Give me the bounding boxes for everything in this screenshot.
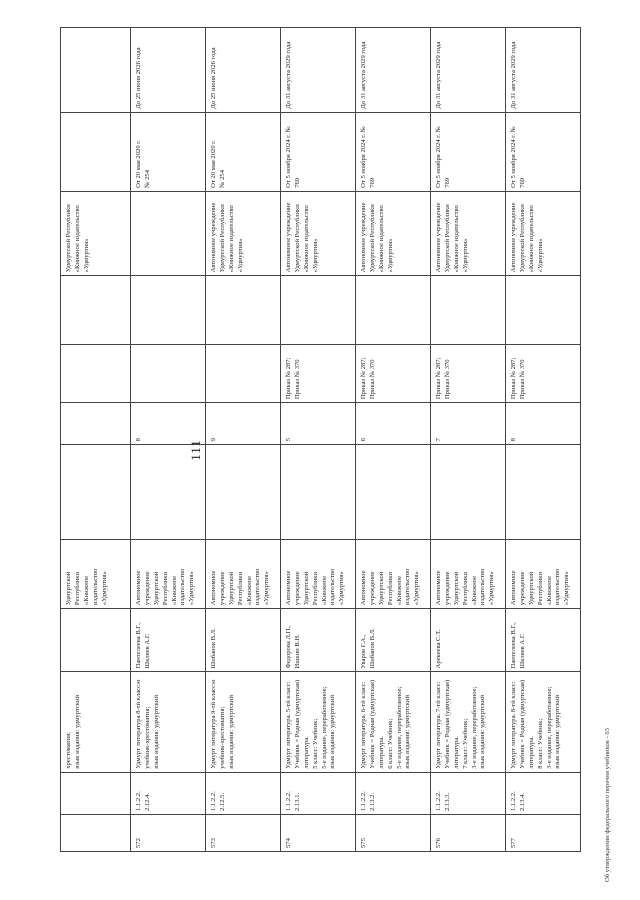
- cell-publisher-org: [206, 540, 281, 609]
- cell-empty-col: [356, 445, 431, 540]
- approval-order-text: От 5 ноября 2024 г. № 769: [510, 126, 526, 188]
- cell-row-number: [356, 815, 431, 852]
- row-number-text: 573: [210, 838, 217, 848]
- cell-row-code: [356, 772, 431, 814]
- cell-authors: [506, 609, 581, 672]
- cell-grade: [506, 403, 581, 445]
- approval-order-text: От 5 ноября 2024 г. № 769: [360, 126, 376, 188]
- row-code-text: 1.1.2.2. 2.13.1.: [285, 791, 301, 812]
- cell-approval-order: [61, 112, 131, 191]
- cell-publisher-org-2: [506, 191, 581, 276]
- cell-book-title: [131, 672, 206, 772]
- authors-text: Пантелеева В.Г., Шкляев А.Г.: [510, 622, 526, 669]
- publisher-org-text: Автономное учреждение Удмуртской Республики «Книжное издательство «Удмуртия»: [510, 568, 571, 606]
- cell-book-title: [356, 672, 431, 772]
- cell-grade: [431, 403, 506, 445]
- cell-empty-col-2: [356, 276, 431, 345]
- publisher-org-2-text: Автономное учреждение Удмуртской Республики «Книжное издательство «Удмуртия»: [360, 202, 394, 273]
- cell-validity-term: [206, 28, 281, 113]
- approval-order-text: От 20 мая 2020 г. № 254: [210, 140, 226, 188]
- cell-empty-col: [506, 445, 581, 540]
- page-number: 111: [188, 439, 203, 461]
- cell-book-title: [206, 672, 281, 772]
- approval-order-text: От 5 ноября 2024 г. № 769: [435, 126, 451, 188]
- cell-row-number: [131, 815, 206, 852]
- table-row: [131, 28, 206, 852]
- cell-row-code: [506, 772, 581, 814]
- table-row: [206, 28, 281, 852]
- row-code-text: 1.1.2.2. 2.12.5.: [210, 791, 226, 812]
- publisher-org-2-text: Удмуртской Республики «Книжное издательство «Удмуртия»: [65, 204, 90, 273]
- grade-text: 6: [360, 438, 367, 442]
- row-number-text: 575: [360, 838, 367, 848]
- row-number-text: 574: [285, 838, 292, 848]
- authors-text: Федорова Л.П., Ишкин В.Н.: [285, 625, 301, 669]
- cell-publisher-org-2: [61, 191, 131, 276]
- cell-approval-order: [506, 112, 581, 191]
- publisher-org-text: Удмуртской Республики «Книжное издательство «Удмуртия»: [65, 568, 108, 606]
- cell-publisher-org: [61, 540, 131, 609]
- cell-empty-col-2: [431, 276, 506, 345]
- order-ref-text: Приказ № 287; Приказ № 370: [435, 357, 451, 400]
- cell-authors: [206, 609, 281, 672]
- cell-authors: [431, 609, 506, 672]
- cell-approval-order: [431, 112, 506, 191]
- row-code-text: 1.1.2.2. 2.13.4.: [510, 791, 526, 812]
- cell-authors: [281, 609, 356, 672]
- book-title-text: Удмурт литература 8-тй классэз учебник-хрестоматия; язык издания: удмуртский: [135, 679, 160, 769]
- book-title-text: Удмурт литература. 7-тй класс: Учебник = Родная (удмуртская) литература. 7 класс: Учебник; 3-е издание, переработанное; язык издания: удмуртский: [435, 679, 487, 769]
- cell-book-title: [61, 672, 131, 772]
- cell-order-ref: [206, 345, 281, 403]
- cell-validity-term: [431, 28, 506, 113]
- grade-text: 8: [135, 438, 142, 442]
- cell-empty-col-2: [506, 276, 581, 345]
- validity-term-text: До 31 августа 2029 года: [510, 41, 517, 109]
- cell-publisher-org-2: [431, 191, 506, 276]
- book-title-text: Удмурт литература. 8-тй класс: Учебник = Родная (удмуртская) литература. 8 класс: Учебник; 3-е издание, переработанное; язык издания: удмуртский: [510, 679, 562, 769]
- cell-book-title: [506, 672, 581, 772]
- cell-row-code: [61, 772, 131, 814]
- table-row: [431, 28, 506, 852]
- cell-validity-term: [506, 28, 581, 113]
- textbook-list-table: [60, 27, 581, 852]
- cell-approval-order: [131, 112, 206, 191]
- cell-order-ref: [131, 345, 206, 403]
- row-number-text: 576: [435, 838, 442, 848]
- cell-empty-col: [281, 445, 356, 540]
- footer-caption: Об утверждении федерального перечня учебников - 03: [604, 728, 611, 882]
- cell-approval-order: [281, 112, 356, 191]
- cell-order-ref: [506, 345, 581, 403]
- row-code-text: 1.1.2.2. 2.13.3.: [435, 791, 451, 812]
- cell-authors: [356, 609, 431, 672]
- cell-publisher-org-2: [356, 191, 431, 276]
- book-title-text: Удмурт литература. 5-тй класс: Учебник = Родная (удмуртская) литература. 5 класс: Учебник; 5-е издание, переработанное; язык издания: удмуртский: [285, 679, 337, 769]
- cell-validity-term: [356, 28, 431, 113]
- cell-row-code: [131, 772, 206, 814]
- cell-empty-col: [61, 445, 131, 540]
- cell-empty-col-2: [61, 276, 131, 345]
- cell-empty-col: [206, 445, 281, 540]
- validity-term-text: До 31 августа 2029 года: [435, 41, 442, 109]
- publisher-org-2-text: Автономное учреждение Удмуртской Республики «Книжное издательство «Удмуртия»: [285, 202, 319, 273]
- cell-row-number: [506, 815, 581, 852]
- cell-grade: [281, 403, 356, 445]
- cell-grade: [206, 403, 281, 445]
- cell-empty-col-2: [281, 276, 356, 345]
- publisher-org-text: Автономное учреждение Удмуртской Республики «Книжное издательство «Удмуртия»: [285, 568, 346, 606]
- cell-publisher-org: [431, 540, 506, 609]
- cell-publisher-org-2: [131, 191, 206, 276]
- table-row: [506, 28, 581, 852]
- table-row: [281, 28, 356, 852]
- approval-order-text: От 20 мая 2020 г. № 254: [135, 140, 151, 188]
- validity-term-text: До 31 августа 2029 года: [285, 41, 292, 109]
- cell-row-code: [431, 772, 506, 814]
- book-title-text: хрестоматия; язык издания: удмуртский: [65, 694, 81, 769]
- cell-validity-term: [131, 28, 206, 113]
- cell-order-ref: [356, 345, 431, 403]
- order-ref-text: Приказ № 287; Приказ № 370: [360, 357, 376, 400]
- authors-text: Уваров Г.А., Шибанов В.Л.: [360, 628, 376, 669]
- book-title-text: Удмурт литература 9-тй классэз учебник-хрестоматия; язык издания: удмуртский: [210, 679, 235, 769]
- validity-term-text: До 31 августа 2029 года: [360, 41, 367, 109]
- authors-text: Арекеева С.Т.: [435, 629, 442, 669]
- grade-text: 9: [210, 438, 217, 442]
- cell-row-code: [206, 772, 281, 814]
- cell-order-ref: [281, 345, 356, 403]
- cell-empty-col: [131, 445, 206, 540]
- authors-text: Шибанов В.Л.: [210, 628, 217, 669]
- cell-empty-col-2: [131, 276, 206, 345]
- publisher-org-text: Автономное учреждение Удмуртской Республики «Книжное издательство «Удмуртия»: [210, 568, 271, 606]
- cell-authors: [131, 609, 206, 672]
- grade-text: 5: [285, 438, 292, 442]
- cell-publisher-org: [131, 540, 206, 609]
- cell-publisher-org: [356, 540, 431, 609]
- cell-row-number: [431, 815, 506, 852]
- table-row: [356, 28, 431, 852]
- cell-empty-col: [431, 445, 506, 540]
- publisher-org-text: Автономное учреждение Удмуртской Республики «Книжное издательство «Удмуртия»: [435, 568, 496, 606]
- cell-publisher-org: [281, 540, 356, 609]
- cell-approval-order: [356, 112, 431, 191]
- table-row: [61, 28, 131, 852]
- cell-grade: [61, 403, 131, 445]
- publisher-org-2-text: Автономное учреждение Удмуртской Республики «Книжное издательство «Удмуртия»: [210, 202, 244, 273]
- approval-order-text: От 5 ноября 2024 г. № 769: [285, 126, 301, 188]
- cell-grade: [356, 403, 431, 445]
- cell-order-ref: [61, 345, 131, 403]
- row-code-text: 1.1.2.2. 2.13.2.: [360, 791, 376, 812]
- order-ref-text: Приказ № 287; Приказ № 370: [510, 357, 526, 400]
- cell-validity-term: [281, 28, 356, 113]
- cell-row-number: [206, 815, 281, 852]
- validity-term-text: До 25 июня 2026 года: [210, 47, 217, 109]
- book-title-text: Удмурт литература. 6-тй класс: Учебник = Родная (удмуртская) литература. 6 класс: Учебник; 5-е издание, переработанное; язык издания: удмуртский: [360, 679, 412, 769]
- cell-grade: [131, 403, 206, 445]
- publisher-org-2-text: Автономное учреждение Удмуртской Республики «Книжное издательство «Удмуртия»: [510, 202, 544, 273]
- row-code-text: 1.1.2.2. 2.12.4.: [135, 791, 151, 812]
- authors-text: Пантелеева В.Г., Шкляев А.Г.: [135, 622, 151, 669]
- order-ref-text: Приказ № 287; Приказ № 370: [285, 357, 301, 400]
- cell-row-number: [281, 815, 356, 852]
- row-number-text: 572: [135, 838, 142, 848]
- publisher-org-text: Автономное учреждение Удмуртской Республики «Книжное издательство «Удмуртия»: [135, 568, 196, 606]
- grade-text: 7: [435, 438, 442, 442]
- publisher-org-text: Автономное учреждение Удмуртской Республики «Книжное издательство «Удмуртия»: [360, 568, 421, 606]
- cell-empty-col-2: [206, 276, 281, 345]
- validity-term-text: До 25 июня 2026 года: [135, 47, 142, 109]
- cell-publisher-org-2: [206, 191, 281, 276]
- row-number-text: 577: [510, 838, 517, 848]
- cell-validity-term: [61, 28, 131, 113]
- grade-text: 8: [510, 438, 517, 442]
- cell-book-title: [281, 672, 356, 772]
- cell-row-number: [61, 815, 131, 852]
- cell-authors: [61, 609, 131, 672]
- cell-publisher-org: [506, 540, 581, 609]
- publisher-org-2-text: Автономное учреждение Удмуртской Республики «Книжное издательство «Удмуртия»: [435, 202, 469, 273]
- cell-approval-order: [206, 112, 281, 191]
- cell-publisher-org-2: [281, 191, 356, 276]
- cell-book-title: [431, 672, 506, 772]
- cell-row-code: [281, 772, 356, 814]
- cell-order-ref: [431, 345, 506, 403]
